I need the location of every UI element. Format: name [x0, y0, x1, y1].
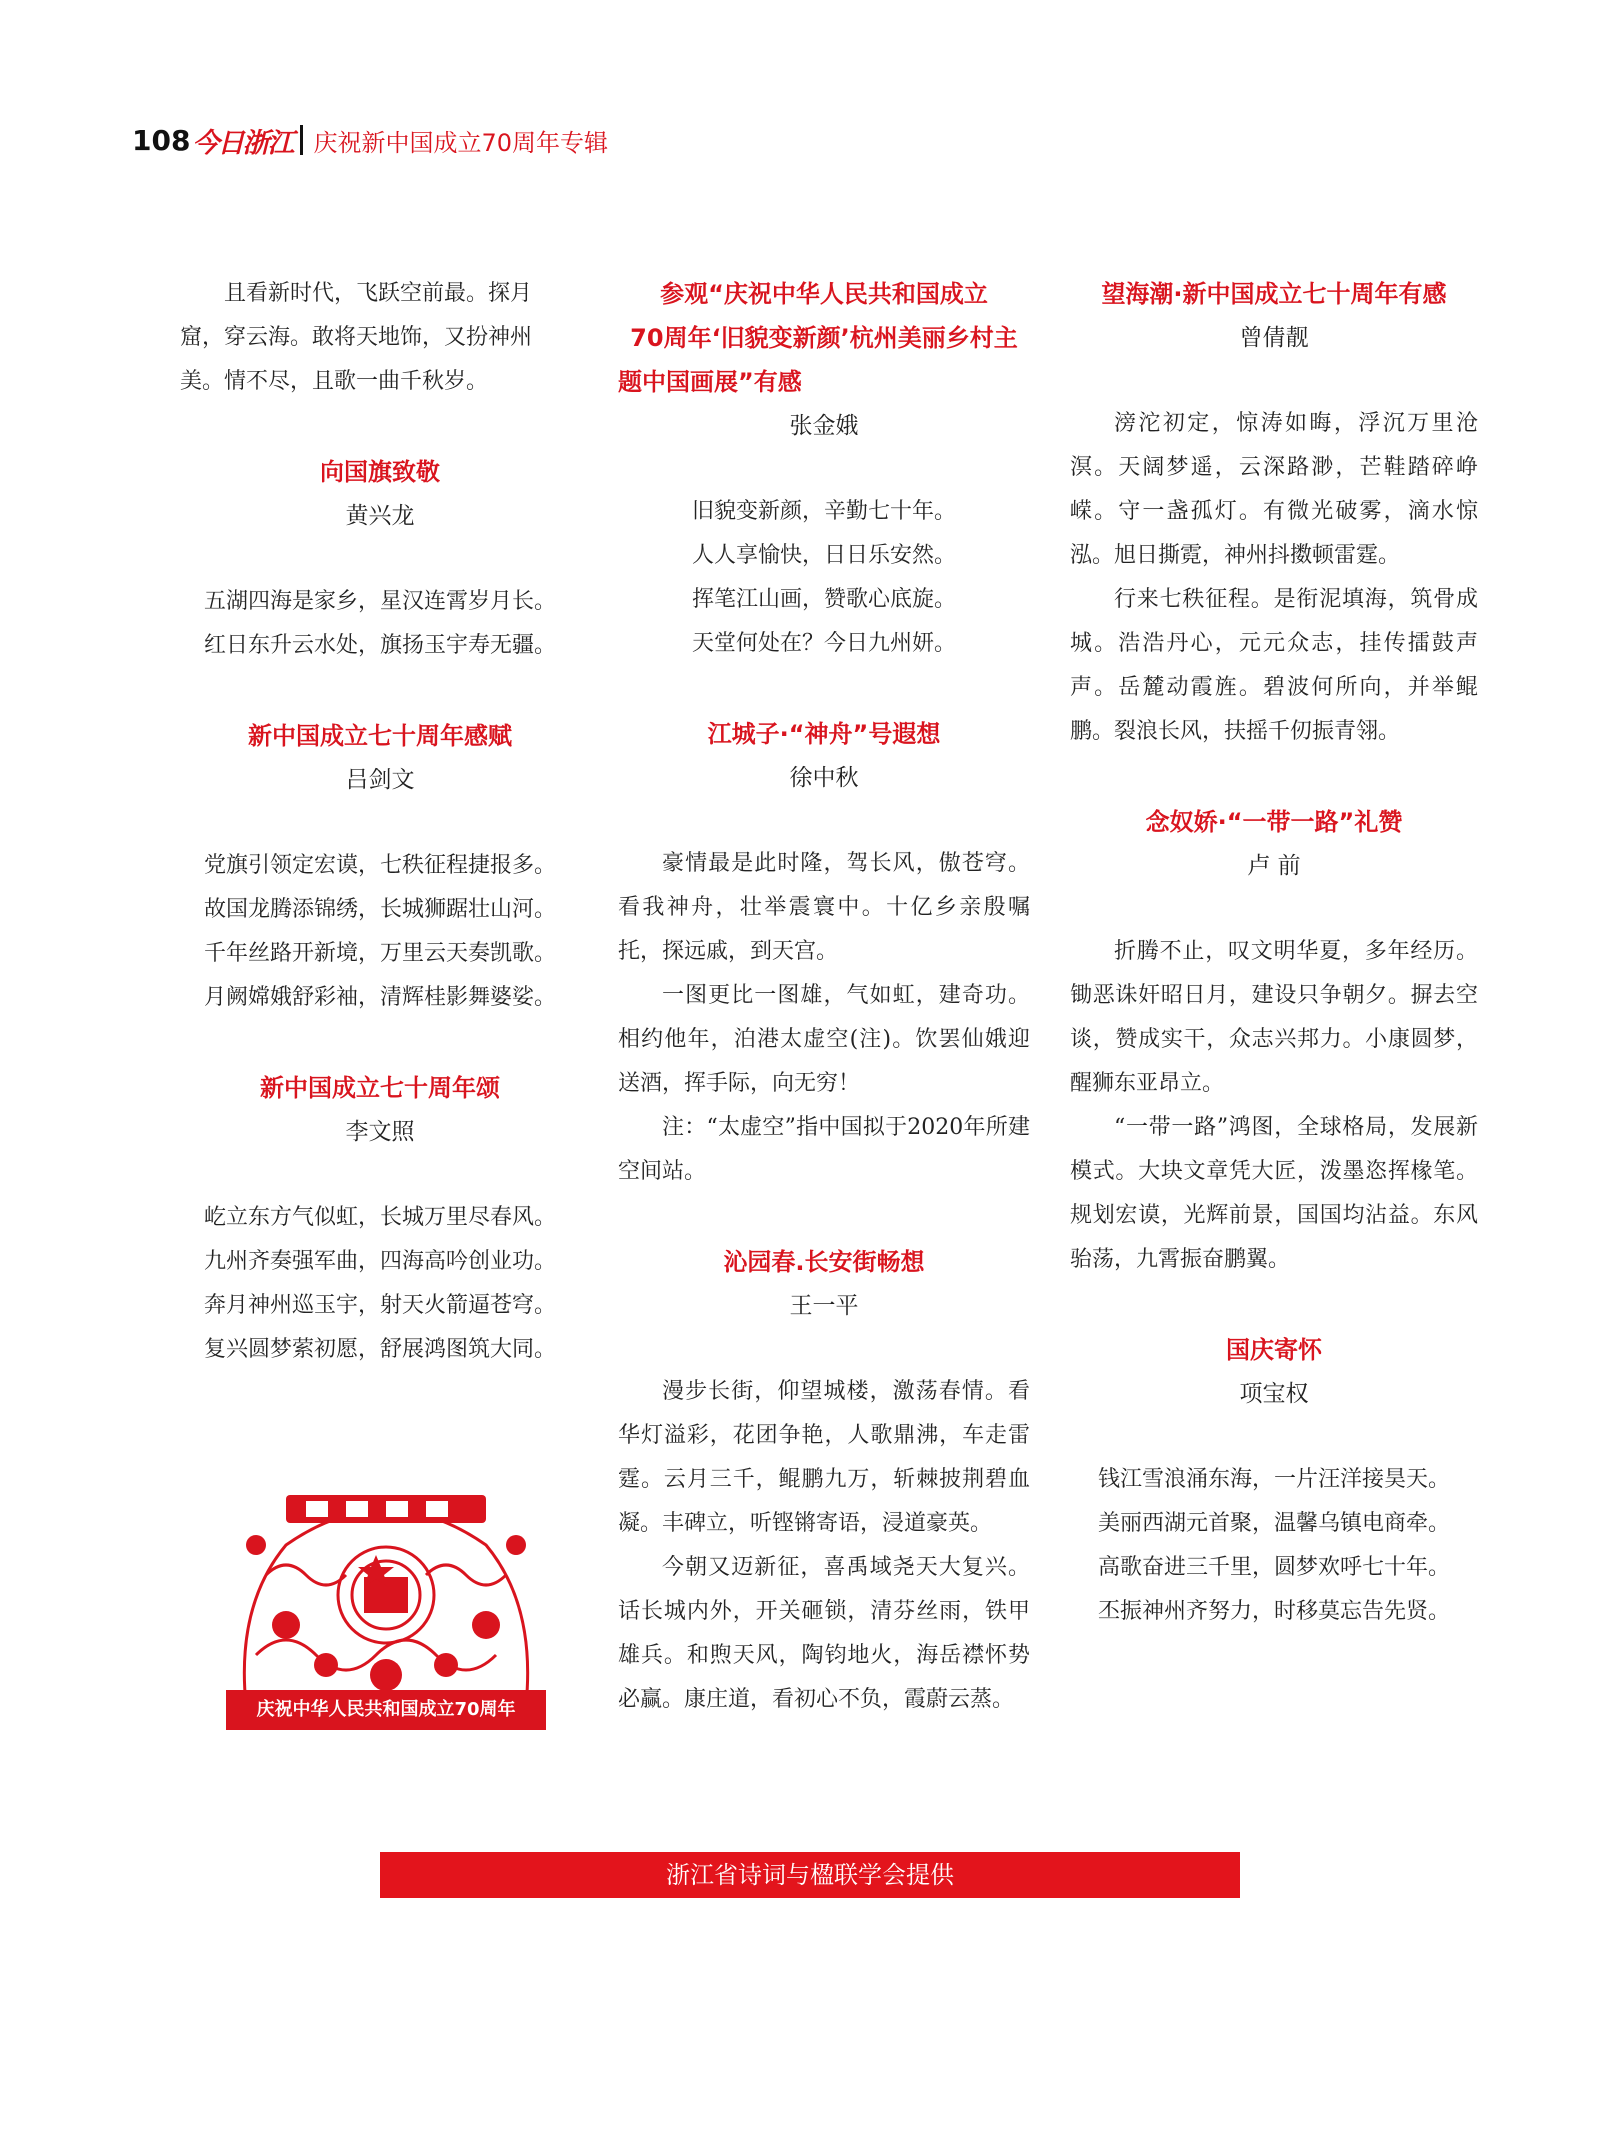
poem-author: 李文照 — [345, 1119, 415, 1145]
poem-line: 美丽西湖元首聚，温馨乌镇电商牵。 — [1097, 1511, 1450, 1536]
poem-author: 卢 前 — [1247, 853, 1301, 879]
page-header — [132, 120, 608, 160]
credit-banner: 浙江省诗词与楹联学会提供 — [380, 1852, 1240, 1898]
poem-title: 江城子·“神舟”号遐想 — [707, 720, 941, 748]
poem-shenzhou — [618, 712, 1030, 1194]
poem-paragraph: 折腾不止，叹文明华夏，多年经历。锄恶诛奸昭日月，建设只争朝夕。摒去空谈，赞成实干，众志兴邦力。小康圆梦，醒狮东亚昂立。 — [1070, 939, 1478, 1096]
intro-line: 美。情不尽，且歌一曲千秋岁。 — [180, 369, 489, 394]
poem-title: 向国旗致敬 — [320, 458, 440, 486]
poem-line: 千年丝路开新境，万里云天奏凯歌。 — [203, 941, 556, 966]
poem-line: 旧貌变新颜，辛勤七十年。 — [691, 499, 956, 524]
poem-national-day — [1070, 1328, 1478, 1634]
poem-line: 奔月神州巡玉宇，射天火箭逼苍穹。 — [203, 1293, 556, 1318]
poem-line: 复兴圆梦萦初愿，舒展鸿图筑大同。 — [203, 1337, 556, 1362]
column-middle — [618, 272, 1030, 1768]
poem-lines — [180, 580, 580, 668]
poem-paragraph: 滂沱初定，惊涛如晦，浮沉万里沧溟。天阔梦遥，云深路渺，芒鞋踏碎峥嵘。守一盏孤灯。有微光破雾，滴水惊泓。旭日撕霓，神州抖擞顿雷霆。 — [1070, 411, 1478, 568]
poem-paragraph: 豪情最是此时隆，驾长风，傲苍穹。看我神舟，壮举震寰中。十亿乡亲殷嘱托，探远戚，到天宫。 — [618, 851, 1030, 964]
poem-line: 人人享愉快，日日乐安然。 — [691, 543, 956, 568]
magazine-logo: 今日浙江 — [192, 127, 293, 159]
intro-line: 窟，穿云海。敢将天地饰，又扮神州 — [180, 325, 533, 350]
poem-line: 丕振神州齐努力，时移莫忘告先贤。 — [1097, 1599, 1450, 1624]
poem-title: 望海潮·新中国成立七十周年有感 — [1101, 280, 1447, 308]
poem-flag — [180, 450, 580, 668]
poem-paragraph: 漫步长街，仰望城楼，激荡春情。看华灯溢彩，花团争艳，人歌鼎沸，车走雷霆。云月三千，鲲鹏九万，斩棘披荆碧血凝。丰碑立，听铿锵寄语，浸道豪英。 — [618, 1379, 1030, 1536]
poem-author: 吕剑文 — [345, 767, 415, 793]
poem-belt-and-road — [1070, 800, 1478, 1282]
poem-line: 五湖四海是家乡，星汉连霄岁月长。 — [203, 589, 556, 614]
poem-paragraph: 一图更比一图雄，气如虹，建奇功。相约他年，泊港太虚空(注)。饮罢仙娥迎送酒，挥手际，向无穷！ — [618, 983, 1030, 1096]
poem-lines — [618, 490, 1030, 666]
intro-continuation — [180, 272, 580, 404]
header-divider — [300, 125, 303, 155]
intro-line: 且看新时代，飞跃空前最。探月 — [224, 281, 533, 306]
poem-line: 高歌奋进三千里，圆梦欢呼七十年。 — [1097, 1555, 1450, 1580]
poem-line: 钱江雪浪涌东海，一片汪洋接昊天。 — [1097, 1467, 1450, 1492]
poem-paragraph: 行来七秩征程。是衔泥填海，筑骨成城。浩浩丹心，元元众志，挂传擂鼓声声。岳麓动霞旌。碧波何所向，并举鲲鹏。裂浪长风，扶摇千仞振青翎。 — [1070, 587, 1478, 744]
poem-wanghaichao — [1070, 272, 1478, 754]
poem-70-anniversary-fu — [180, 714, 580, 1020]
poem-line: 故国龙腾添锦绣，长城狮踞壮山河。 — [203, 897, 556, 922]
poem-author: 王一平 — [789, 1293, 859, 1319]
poem-title: 国庆寄怀 — [1226, 1336, 1322, 1364]
poem-title-line: 参观“庆祝中华人民共和国成立 — [660, 280, 988, 308]
section-title: 庆祝新中国成立70周年专辑 — [313, 128, 608, 157]
poem-paragraph: “一带一路”鸿图，全球格局，发展新模式。大块文章凭大匠，泼墨恣挥椽笔。规划宏谟，光辉前景，国国均沾益。东风骀荡，九霄振奋鹏翼。 — [1070, 1115, 1478, 1272]
poem-70-anniversary-song — [180, 1066, 580, 1372]
poem-line: 挥笔江山画，赞歌心底旋。 — [691, 587, 956, 612]
poem-title-line: 题中国画展”有感 — [618, 368, 802, 396]
poem-lines — [1070, 1458, 1478, 1634]
papercut-caption: 庆祝中华人民共和国成立70周年 — [226, 1690, 546, 1730]
poem-exhibition — [618, 272, 1030, 666]
poem-author: 徐中秋 — [789, 765, 859, 791]
poem-title: 念奴娇·“一带一路”礼赞 — [1145, 808, 1403, 836]
poem-title: 新中国成立七十周年感赋 — [248, 722, 512, 750]
poem-author: 项宝权 — [1239, 1381, 1309, 1407]
poem-author: 曾倩靓 — [1239, 325, 1309, 351]
poem-changan-street — [618, 1240, 1030, 1722]
poem-lines — [180, 1196, 580, 1372]
column-left — [180, 272, 580, 1418]
column-right — [1070, 272, 1478, 1680]
poem-paragraph: 今朝又迈新征，喜禹域尧天大复兴。话长城内外，开关砸锁，清芬丝雨，铁甲雄兵。和煦天风，陶钧地火，海岳襟怀势必赢。康庄道，看初心不负，霞蔚云蒸。 — [618, 1555, 1030, 1712]
poem-line: 红日东升云水处，旗扬玉宇寿无疆。 — [203, 633, 556, 658]
poem-lines — [180, 844, 580, 1020]
poem-title-line: 70周年‘旧貌变新颜’杭州美丽乡村主 — [630, 324, 1018, 352]
poem-line: 屹立东方气似虹，长城万里尽春风。 — [203, 1205, 556, 1230]
poem-author: 张金娥 — [789, 413, 859, 439]
poem-line: 党旗引领定宏谟，七秩征程捷报多。 — [203, 853, 556, 878]
poem-author: 黄兴龙 — [345, 503, 415, 529]
poem-note: 注：“太虚空”指中国拟于2020年所建空间站。 — [618, 1115, 1030, 1184]
page-number: 108 — [132, 123, 191, 157]
poem-line: 月阙嫦娥舒彩袖，清辉桂影舞婆娑。 — [203, 985, 556, 1010]
poem-title: 沁园春.长安街畅想 — [723, 1248, 925, 1276]
poem-line: 九州齐奏强军曲，四海高吟创业功。 — [203, 1249, 556, 1274]
poem-title: 新中国成立七十周年颂 — [260, 1074, 500, 1102]
poem-line: 天堂何处在？今日九州妍。 — [691, 631, 956, 656]
